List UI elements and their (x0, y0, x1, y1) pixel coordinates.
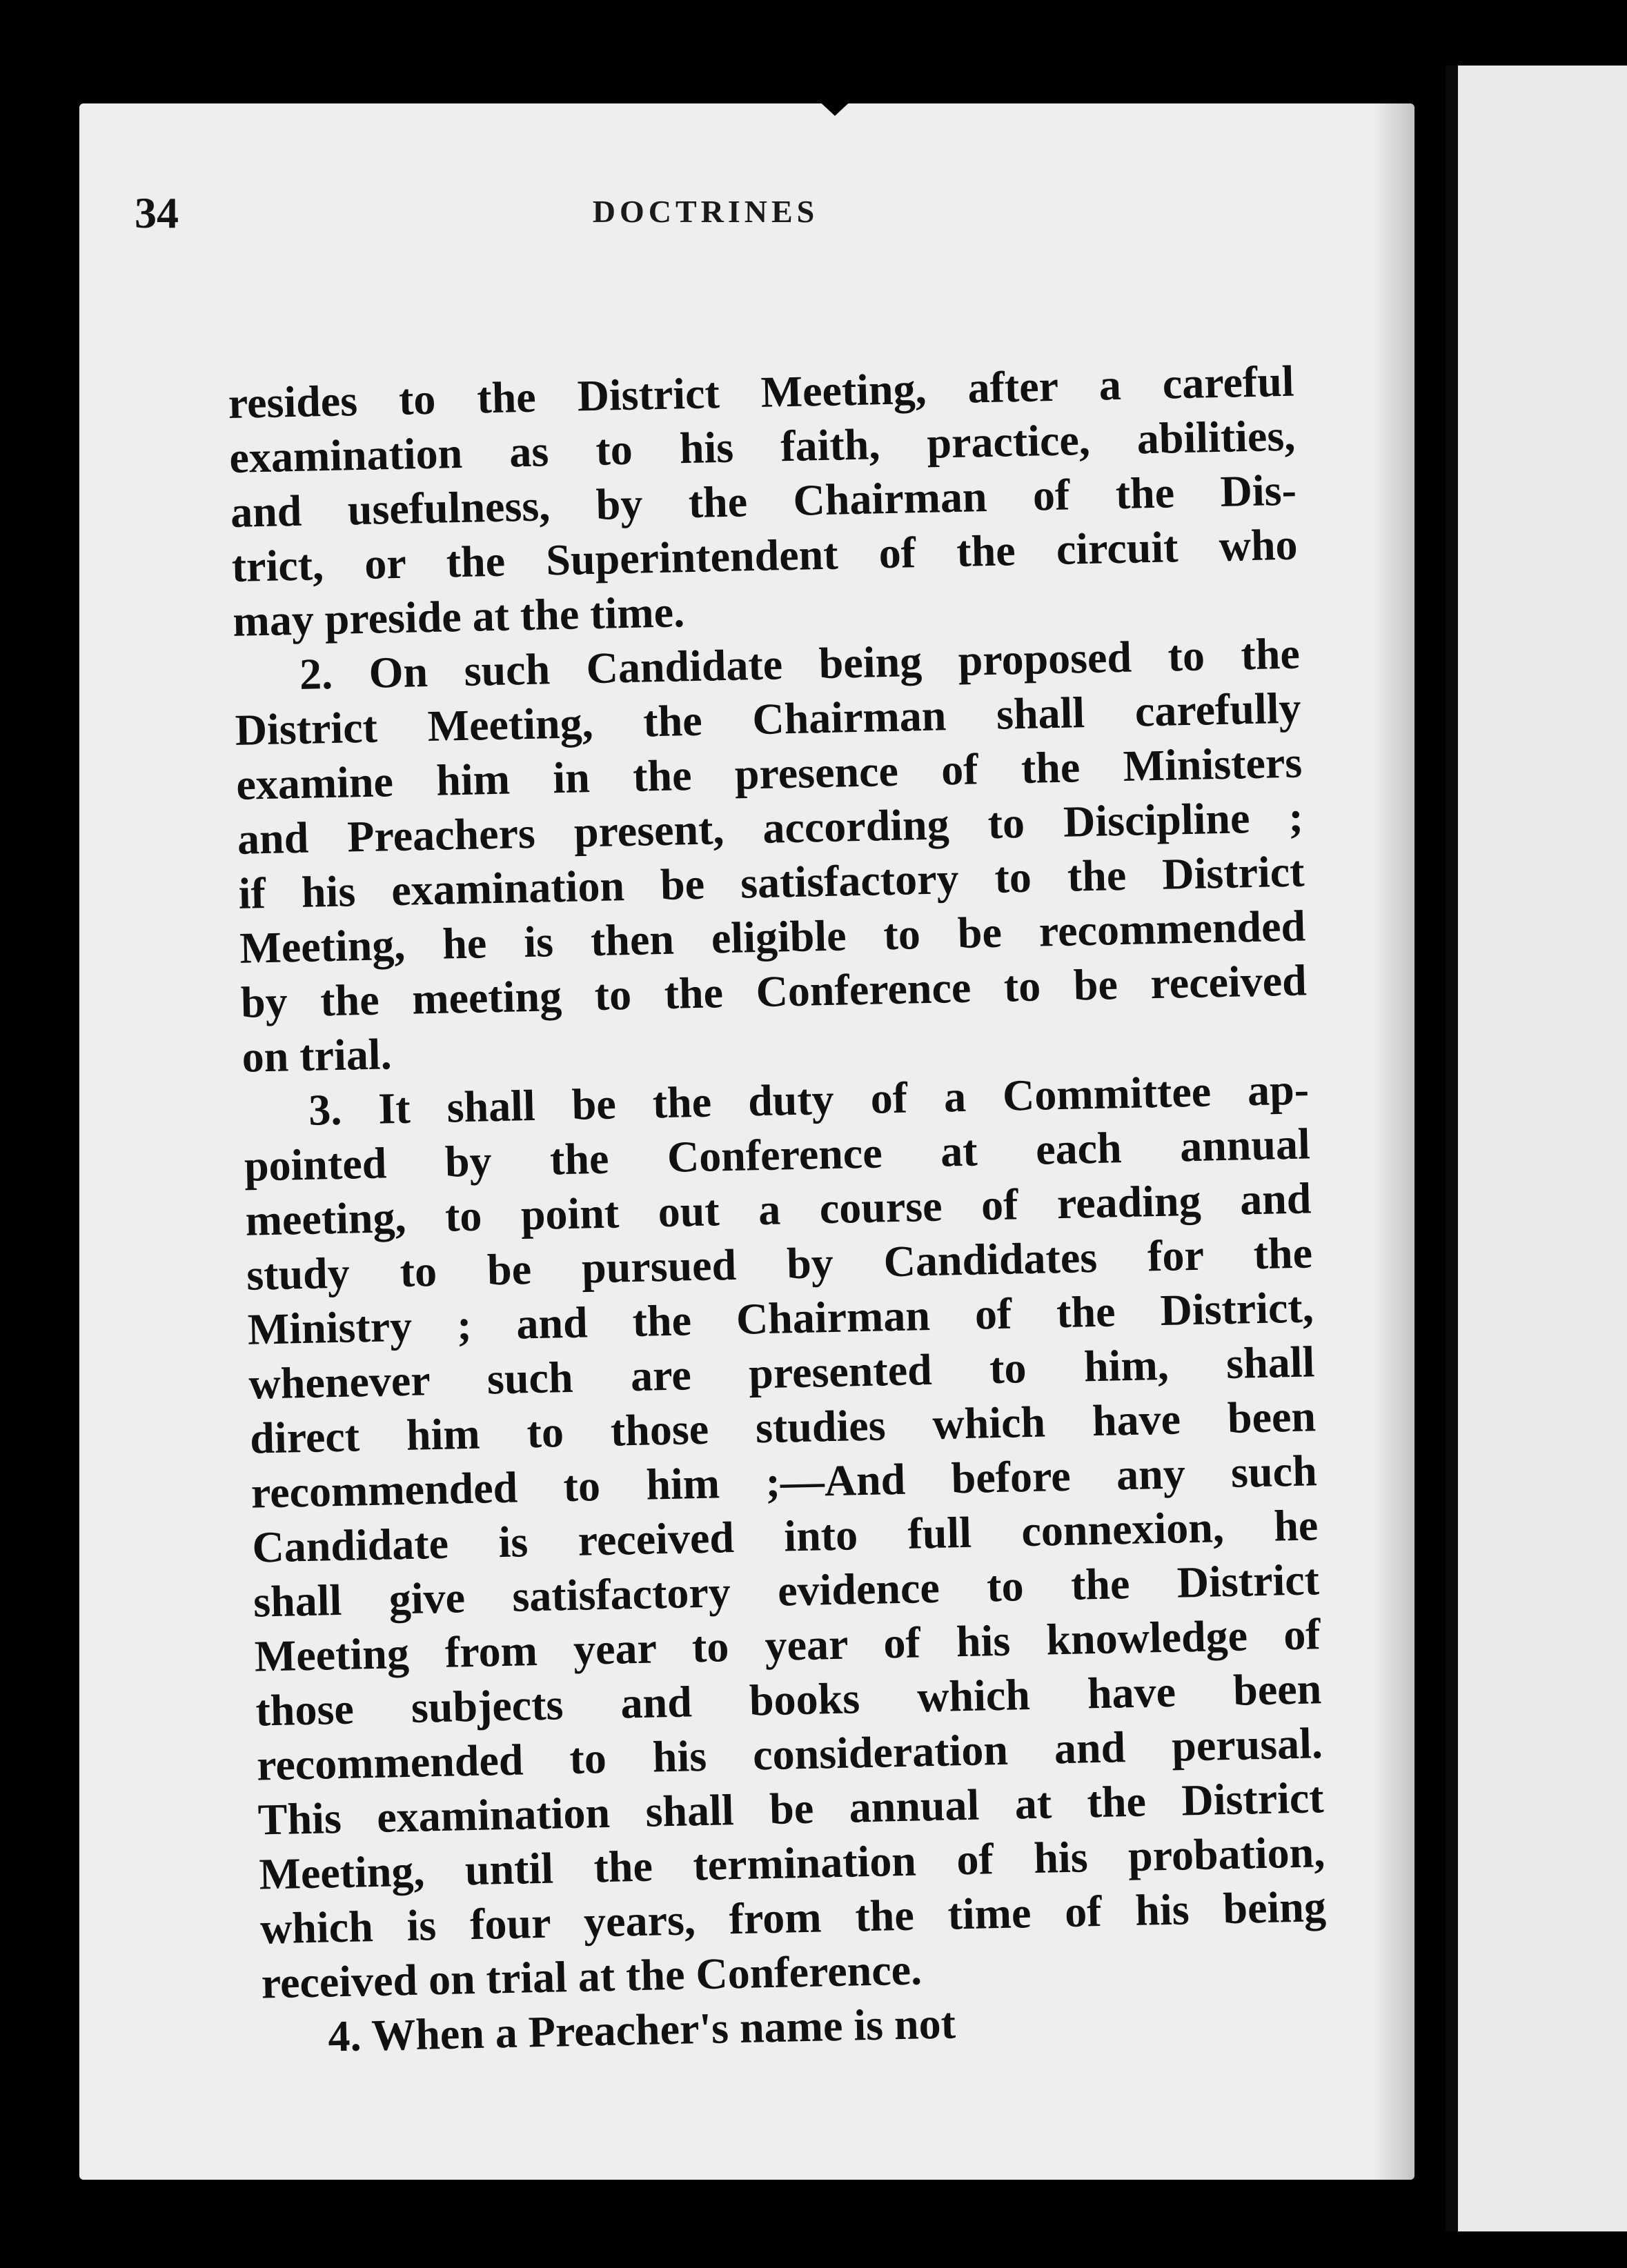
text-line: 2. On such Candidate being proposed to the (299, 628, 1301, 699)
text-line: meeting, to point out a course of reading and (244, 1173, 1312, 1245)
text-line: recommended to his consideration and perusal. (256, 1718, 1323, 1790)
binding-fold (1446, 66, 1458, 2231)
adjacent-page-edge (1446, 66, 1627, 2231)
text-line: direct him to those studies which have been (249, 1391, 1317, 1463)
text-line: 3. It shall be the duty of a Committee ap- (308, 1064, 1310, 1135)
text-line: those subjects and books which have been (255, 1664, 1322, 1735)
text-line: Meeting from year to year of his knowledge of (254, 1609, 1321, 1681)
text-line: Meeting, until the termination of his probation, (258, 1827, 1325, 1899)
text-line: study to be pursued by Candidates for the (246, 1228, 1313, 1300)
text-line: whenever such are presented to him, shall (248, 1337, 1316, 1409)
text-line: Candidate is received into full connexion, he (251, 1500, 1319, 1572)
text-line: 4. When a Preacher's name is not (327, 1998, 956, 2061)
text-line: and usefulness, by the Chairman of the Dis- (230, 465, 1297, 537)
text-line: District Meeting, the Chairman shall carefully (235, 683, 1302, 755)
text-line: may preside at the time. (232, 587, 685, 646)
body-text (228, 354, 1329, 2065)
text-line: Meeting, he is then eligible to be recommended (239, 901, 1306, 973)
text-line: recommended to him ;—And before any such (250, 1446, 1318, 1518)
text-line: trict, or the Superintendent of the circuit who (231, 519, 1299, 591)
text-line: Ministry ; and the Chairman of the District, (247, 1282, 1314, 1354)
text-line: examination as to his faith, practice, abilities, (228, 410, 1296, 482)
page-notch (814, 97, 856, 116)
page-header (135, 188, 1276, 250)
page-number: 34 (135, 188, 179, 237)
text-line: and Preachers present, according to Discipline ; (237, 792, 1304, 864)
text-line: shall give satisfactory evidence to the District (253, 1555, 1320, 1627)
text-line: resides to the District Meeting, after a careful (228, 356, 1295, 428)
text-line: received on trial at the Conference. (261, 1944, 923, 2008)
text-line: on trial. (241, 1029, 393, 1082)
page-shadow (1373, 103, 1414, 2180)
text-line: This examination shall be annual at the District (257, 1773, 1325, 1844)
text-line: which is four years, from the time of his being (259, 1882, 1327, 1953)
text-line: pointed by the Conference at each annual (244, 1119, 1311, 1191)
running-head: DOCTRINES (592, 194, 819, 229)
text-line: if his examination be satisfactory to the District (237, 846, 1305, 918)
text-line: examine him in the presence of the Ministers (235, 737, 1303, 809)
text-line: by the meeting to the Conference to be received (240, 955, 1308, 1027)
